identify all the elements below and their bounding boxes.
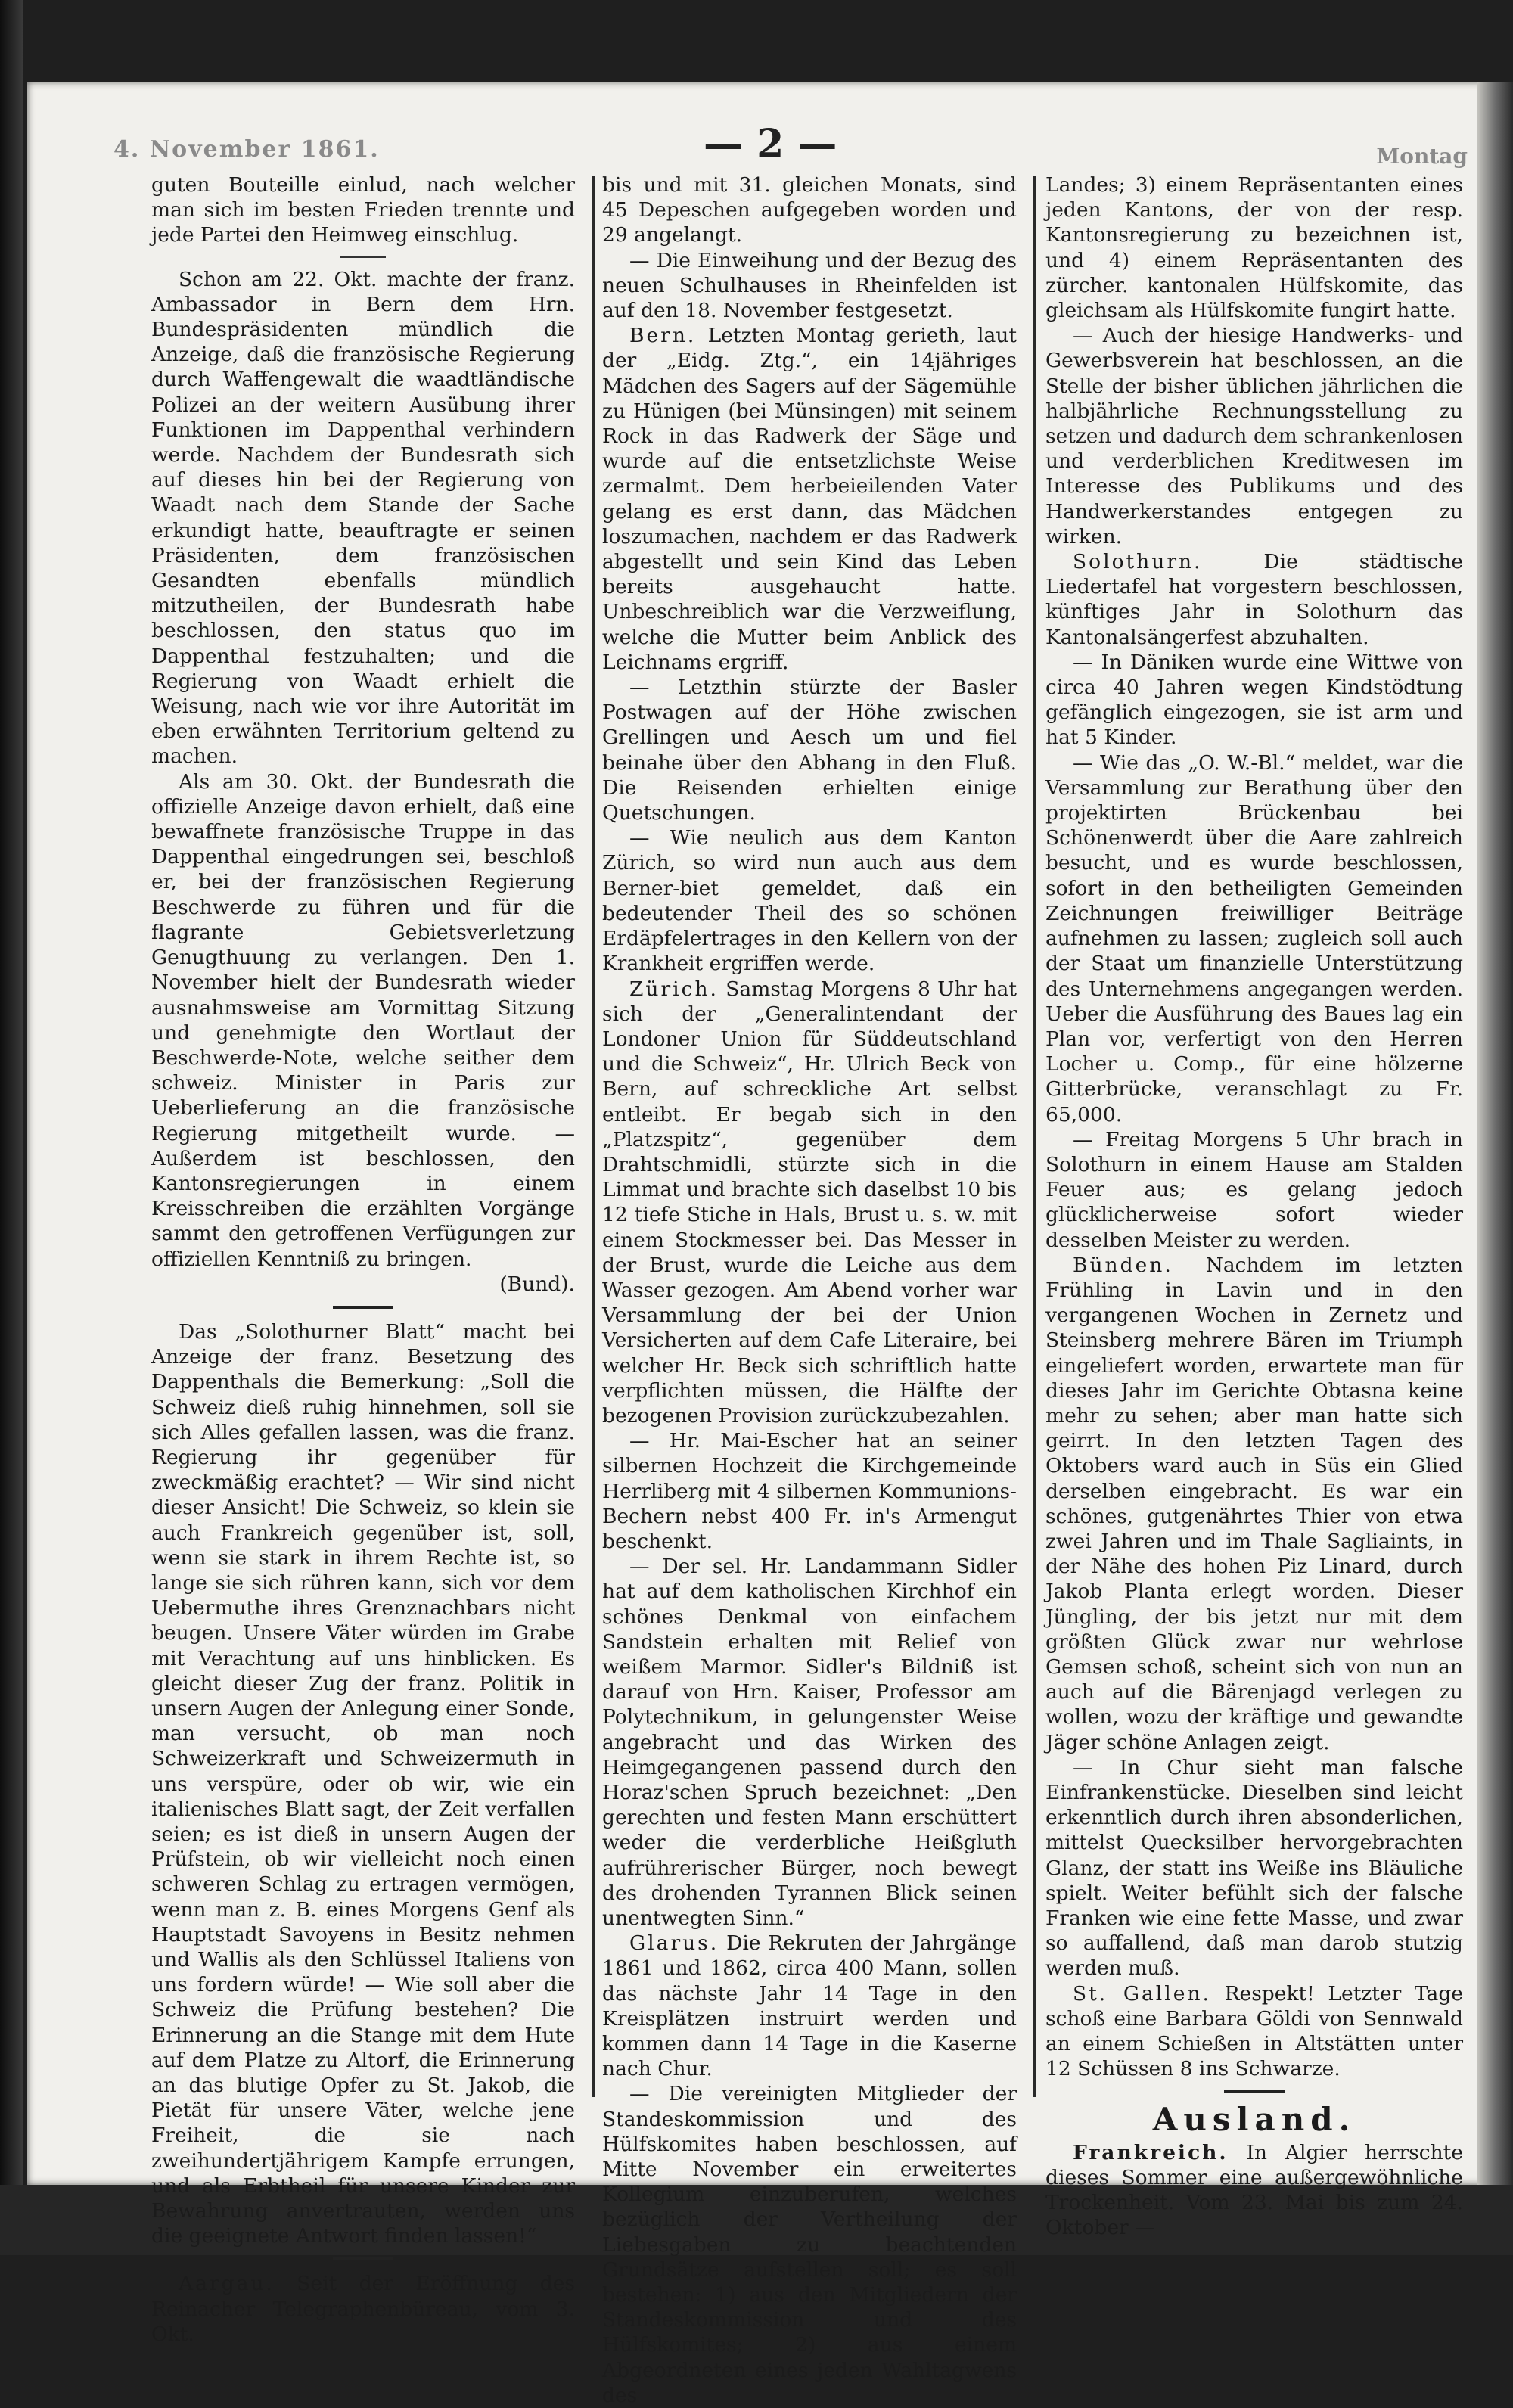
article-paragraph (1045, 1981, 1463, 2082)
article-text: Nachdem im letzten Frühling in Lavin und in den vergangenen Wochen in Zernetz und Steinsberg mehrere Bären im Triumph eingeliefert worden, erwartete man für dieses Jahr im Gerichte Obtasna keine mehr zu sehen; aber man hatte sich geirrt. In den letzten Tagen des Oktobers ward auch in Süs ein Glied derselben eingebracht. Es war ein schönes, gutgenährtes Thier von etwa zwei Jahren und im Thale Sagliaints, in der Nähe des hohen Piz Linard, durch Jakob Planta erlegt worden. Dieser Jüngling, der bis jetzt nur mit dem größten Glück zwar nur wehrlose Gemsen schoß, scheint sich von nun an auch auf die Bärenjagd verlegen zu wollen, wozu der kräftige und gewandte Jäger schöne Anlagen zeigt. (1045, 1253, 1463, 1754)
article-paragraph: — Die vereinigten Mitglieder der Standeskommission und des Hülfskomites haben beschlossen, auf Mitte November ein erweitertes Kollegium einzuberufen, welches bezüglich der Vertheilung der Liebesgaben zu beachtenden Grundsätze aufstellen soll; es soll bestehen: 1) aus den Mitgliedern der Standeskommission und des Hülfskomites; 2) aus einem Abgeordneten eines jeden Wahltagwens des (602, 2082, 1017, 2407)
place-lead: Glarus. (629, 1931, 719, 1956)
separator-rule (333, 2257, 393, 2260)
article-paragraph: — Wie das „O. W.-Bl.“ meldet, war die Versammlung zur Berathung über den projektirten Brückenbau bei Schönenwerdt über die Aare zahlreich besucht, und es wurde beschlossen, sofort in den betheiligten Gemeinden Zeichnungen freiwilliger Beiträge aufnehmen zu lassen; zugleich soll auch der Staat um finanzielle Unterstützung des Unternehmens angegangen werden. Ueber die Ausführung des Baues lag ein Plan vor, verfertigt von den Herren Locher u. Comp., für eine hölzerne Gitterbrücke, veranschlagt zu Fr. 65,000. (1045, 750, 1463, 1126)
place-lead: Bern. (629, 324, 697, 348)
place-lead: Zürich. (629, 977, 719, 1001)
separator-rule (333, 1306, 393, 1309)
article-text: Seit der Eröffnung des Reinacher Telegraphenbüreau, vom 3. Okt. (151, 2272, 575, 2346)
article-paragraph (151, 2271, 575, 2347)
article-text: Respekt! Letzter Tage schoß eine Barbara Göldi von Sennwald an einem Schießen in Altstätten unter 12 Schüssen 8 ins Schwarze. (1045, 1981, 1463, 2081)
article-paragraph (1045, 549, 1463, 650)
column-3 (1045, 172, 1463, 2240)
separator-rule (340, 256, 386, 258)
article-paragraph: Landes; 3) einem Repräsentanten eines jeden Kantons, der von der resp. Kantonsregierung zu bezeichnen ist, und 4) einem Repräsentanten des zürcher. kantonalen Hülfskomite, das gleichsam als Hülfskomite fungirt hatte. (1045, 173, 1463, 323)
article-paragraph: — Freitag Morgens 5 Uhr brach in Solothurn in einem Hause am Stalden Feuer aus; es gelang jedoch glücklicherweise sofort wieder desselben Meister zu werden. (1045, 1127, 1463, 1252)
article-paragraph: — Letzthin stürzte der Basler Postwagen auf der Höhe zwischen Grellingen und Aesch um und fiel beinahe über den Abhang in den Fluß. Die Reisenden erhielten einige Quetschungen. (602, 676, 1017, 825)
article-text: Die Rekruten der Jahrgänge 1861 und 1862, circa 400 Mann, sollen das nächste Jahr 14 Tage in den Kreisplätzen instruirt werden und kommen dann 14 Tage in die Kaserne nach Chur. (602, 1931, 1017, 2081)
article-paragraph (602, 977, 1017, 1429)
article-paragraph (1045, 1253, 1463, 1755)
article-paragraph: — In Chur sieht man falsche Einfrankenstücke. Dieselben sind leicht erkenntlich durch ihren absonderlichen, mittelst Quecksilber hervorgebrachten Glanz, der statt ins Weiße ins Bläuliche spielt. Weiter befühlt sich der falsche Franken wie eine fette Masse, und zwar so auffallend, daß man darob stutzig werden muß. (1045, 1755, 1463, 1981)
article-paragraph: Als am 30. Okt. der Bundesrath die offizielle Anzeige davon erhielt, daß eine bewaffnete französische Truppe in das Dappenthal eingedrungen sei, beschloß er, bei der französischen Regierung Beschwerde zu führen und für die flagrante Gebietsverletzung Genugthuung zu verlangen. Den 1. November hielt der Bundesrath wieder ausnahmsweise am Vormittag Sitzung und genehmigte den Wortlaut der Beschwerde-Note, welche seither dem schweiz. Minister in Paris zur Ueberlieferung an die französische Regierung mitgetheilt wurde. — Außerdem ist beschlossen, den Kantonsregierungen in einem Kreisschreiben die erzählten Vorgänge sammt den getroffenen Verfügungen zur offiziellen Kenntniß zu bringen. (151, 769, 575, 1271)
source-attribution: (Bund). (499, 1272, 575, 1296)
place-lead: Frankreich. (1073, 2140, 1229, 2164)
place-lead: Aargau. (179, 2272, 275, 2296)
article-paragraph (1045, 2140, 1463, 2241)
article-text: Die städtische Liedertafel hat vorgestern beschlossen, künftiges Jahr in Solothurn das Kantonalsängerfest abzuhalten. (1045, 550, 1463, 649)
place-lead: St. Gallen. (1073, 1981, 1211, 2006)
article-paragraph (602, 323, 1017, 675)
article-text: Samstag Morgens 8 Uhr hat sich der „Generalintendant der Londoner Union für Süddeutschland und die Schweiz“, Hr. Ulrich Beck von Bern, auf schreckliche Art selbst entleibt. Er begab sich in den „Platzspitz“, gegenüber dem Drahtschmidli, stürzte sich in die Limmat und brachte sich daselbst 10 bis 12 tiefe Stiche in Hals, Brust u. s. w. mit einem Stockmesser bei. Das Messer in der Brust, wurde die Leiche aus dem Wasser gezogen. Am Abend vorher war Versammlung der bei der Union Versicherten auf dem Cafe Literaire, bei welcher Hr. Beck sich schriftlich hatte verpflichten müssen, die Hälfte der bezogenen Provision zurückzubezahlen. (602, 977, 1017, 1428)
separator-rule (1224, 2090, 1285, 2093)
header-date: 4. November 1861. (113, 136, 380, 163)
article-paragraph: — Auch der hiesige Handwerks- und Gewerbsverein hat beschlossen, an die Stelle der bisher üblichen jährlichen die halbjährliche Rechnungsstellung zu setzen und dadurch dem schrankenlosen und verderblichen Kreditwesen im Interesse des Publikums und des Handwerkerstandes entgegen zu wirken. (1045, 324, 1463, 548)
article-paragraph: Das „Solothurner Blatt“ macht bei Anzeige der franz. Besetzung des Dappenthals die Bemerkung: „Soll die Schweiz dieß ruhig hinnehmen, soll sie sich Alles gefallen lassen, was die franz. Regierung ihr gegenüber für zweckmäßig erachtet? — Wir sind nicht dieser Ansicht! Die Schweiz, so klein sie auch Frankreich gegenüber ist, soll, wenn sie stark in ihrem Rechte ist, so lange sie sich rühren kann, sich vor dem Uebermuthe ihres Grenznachbars nicht beugen. Unsere Väter würden im Grabe mit Verachtung auf uns hinblicken. Es gleicht dieser Zug der franz. Politik in unsern Augen der Anlegung einer Sonde, man versucht, ob man noch Schweizerkraft und Schweizermuth in uns verspüre, oder ob wir, wie ein italienisches Blatt sagt, der Zeit verfallen seien; es ist dieß in unsern Augen der Prüfstein, ob wir vielleicht noch einen schweren Schlag zu ertragen vermögen, wenn man z. B. eines Morgens Genf als Hauptstadt Savoyens in Besitz nehmen und Wallis als den Schlüssel Italiens von uns fordern würde! — Wie soll aber die Schweiz die Prüfung bestehen? Die Erinnerung an die Stange mit dem Hute auf dem Platze zu Altorf, die Erinnerung an das blutige Opfer zu St. Jakob, die Pietät für unsere Väter, welche jene Freiheit, die sie nach zweihundertjährigem Kampfe errungen, und als Erbtheil für unsere Kinder zur Bewahrung anvertrauten, werden uns die geeignete Antwort finden lassen!“ (151, 1319, 575, 2248)
column-rule-1 (592, 176, 595, 2097)
article-paragraph: bis und mit 31. gleichen Monats, sind 45 Depeschen aufgegeben worden und 29 angelangt. (602, 173, 1017, 247)
scan-shadow (0, 0, 23, 2255)
page-number: — 2 — (704, 121, 837, 167)
place-lead: Solothurn. (1073, 550, 1203, 574)
article-paragraph: — Wie neulich aus dem Kanton Zürich, so wird nun auch aus dem Berner-biet gemeldet, daß ein bedeutender Theil des so schönen Erdäpfelertrages in den Kellern von der Krankheit ergriffen werde. (602, 826, 1017, 976)
article-paragraph: — Die Einweihung und der Bezug des neuen Schulhauses in Rheinfelden ist auf den 18. November festgesetzt. (602, 248, 1017, 323)
column-1 (151, 172, 575, 2347)
column-rule-2 (1033, 176, 1036, 2097)
page-edge (1477, 82, 1513, 2200)
article-paragraph: — Hr. Mai-Escher hat an seiner silbernen Hochzeit die Kirchgemeinde Herrliberg mit 4 silbernen Kommunions-Bechern nebst 400 Fr. in's Armengut beschenkt. (602, 1429, 1017, 1553)
column-2 (602, 172, 1017, 2408)
header-fragment: Montag (1376, 144, 1468, 169)
article-paragraph: Schon am 22. Okt. machte der franz. Ambassador in Bern dem Hrn. Bundespräsidenten mündlich die Anzeige, daß die französische Regierung durch Waffengewalt die waadtländische Polizei an der weitern Ausübung ihrer Funktionen im Dappenthal verhindern werde. Nachdem der Bundesrath sich auf dieses hin bei der Regierung von Waadt nach dem Stande der Sache erkundigt hatte, beauftragte er seinen Präsidenten, dem französischen Gesandten ebenfalls mündlich mitzutheilen, der Bundesrath habe beschlossen, den status quo im Dappenthal festzuhalten; und die Regierung von Waadt erhielt die Weisung, nach wie vor ihre Autorität im eben erwähnten Territorium geltend zu machen. (151, 267, 575, 769)
place-lead: Bünden. (1073, 1253, 1173, 1277)
article-text: In Algier herrschte dieses Sommer eine außergewöhnliche Trockenheit. Vom 23. Mai bis zum 24. Oktober — (1045, 2140, 1463, 2240)
section-heading: Ausland. (1152, 2101, 1356, 2139)
article-paragraph (602, 1931, 1017, 2081)
article-text: Letzten Montag gerieth, laut der „Eidg. Ztg.“, ein 14jähriges Mädchen des Sagers auf der Sägemühle zu Hünigen (bei Münsingen) mit seinem Rock in das Radwerk der Säge und wurde auf die entsetzlichste Weise zermalmt. Dem herbeieilenden Vater gelang es erst dann, das Mädchen loszumachen, nachdem er das Radwerk abgestellt und sein Kind das Leben bereits ausgehaucht hatte. Unbeschreiblich war die Verzweiflung, welche die Mutter beim Anblick des Leichnams ergriff. (602, 324, 1017, 674)
article-paragraph: guten Bouteille einlud, nach welcher man sich im besten Frieden trennte und jede Partei den Heimweg einschlug. (151, 173, 575, 247)
article-paragraph: — Der sel. Hr. Landammann Sidler hat auf dem katholischen Kirchhof ein schönes Denkmal von einfachem Sandstein erhalten mit Relief von weißem Marmor. Sidler's Bildniß ist darauf von Hrn. Kaiser, Professor am Polytechnikum, in gelungenster Weise angebracht und das Wirken des Heimgegangenen passend durch den Horaz'schen Spruch bezeichnet: „Den gerechten und festen Mann erschüttert weder die verderbliche Heißgluth aufrührerischer Bürger, noch bewegt des drohenden Tyrannen Blick seinen unentwegten Sinn.“ (602, 1555, 1017, 1931)
article-paragraph: — In Däniken wurde eine Wittwe von circa 40 Jahren wegen Kindstödtung gefänglich eingezogen, sie ist arm und hat 5 Kinder. (1045, 650, 1463, 750)
